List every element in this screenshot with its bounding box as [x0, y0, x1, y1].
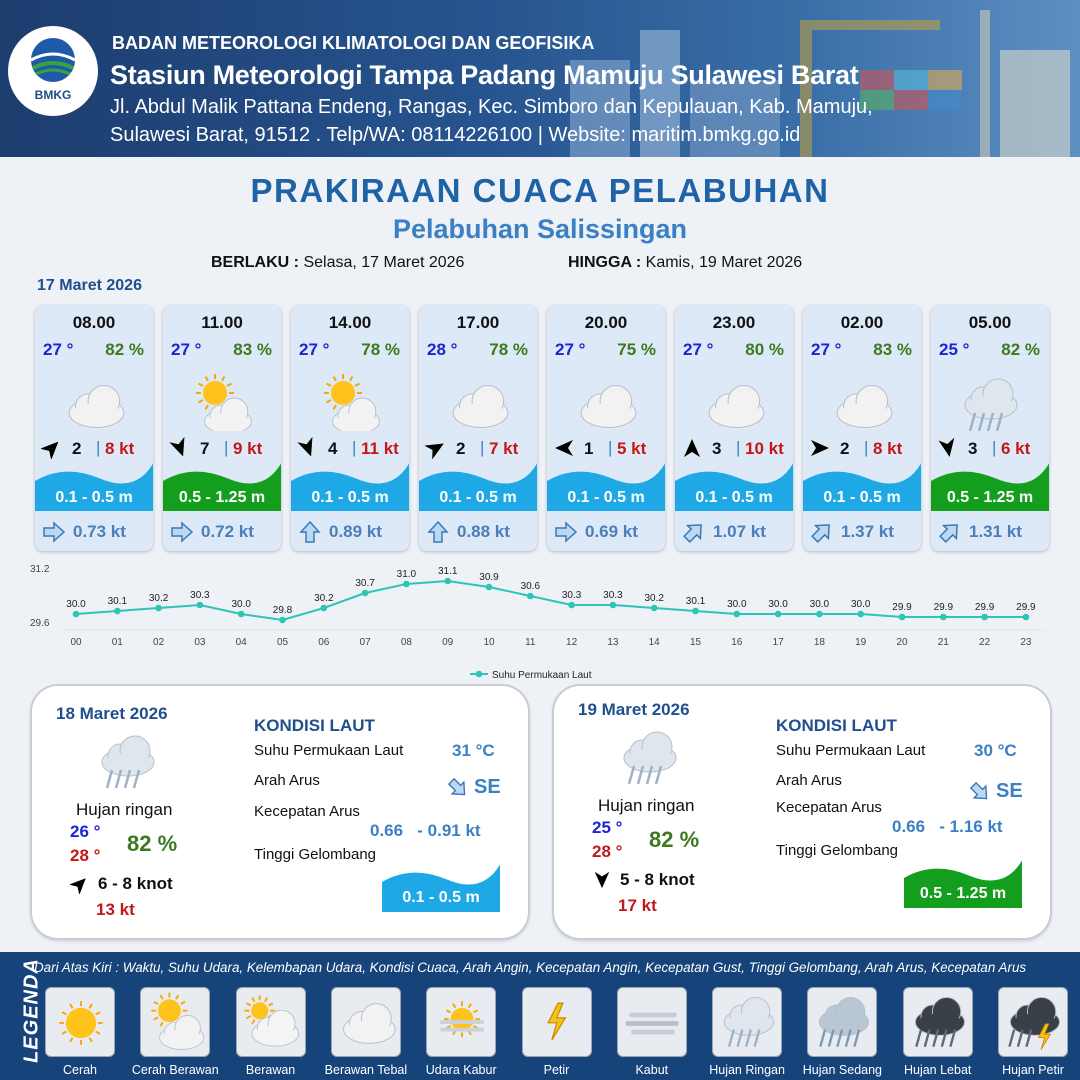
weather-icon [313, 369, 387, 431]
page-title: PRAKIRAAN CUACA PELABUHAN [250, 172, 830, 209]
air-temperature: 27 ° [299, 340, 330, 359]
legend-label: Hujan Ringan [709, 1063, 785, 1077]
sst-data-point [362, 590, 369, 597]
wind-separator: | [864, 438, 869, 457]
x-tick-label: 05 [276, 637, 289, 648]
wind-info [809, 437, 919, 459]
berawan-icon [237, 988, 307, 1058]
current-speed: 0.69 kt [585, 522, 638, 541]
current-speed: 1.31 kt [969, 522, 1022, 541]
sst-data-point [899, 614, 906, 621]
sst-data-label: 30.6 [520, 581, 541, 592]
wind-speed: 3 [712, 439, 722, 458]
gust-speed: 17 kt [618, 896, 657, 915]
x-tick-label: 09 [442, 637, 454, 648]
gust-speed: 9 kt [233, 439, 263, 458]
wind-direction-icon [681, 437, 703, 459]
current-direction-icon [425, 521, 451, 543]
sst-data-label: 29.9 [892, 602, 912, 613]
gust-speed: 8 kt [105, 439, 135, 458]
legend-item [236, 987, 306, 1077]
x-tick-label: 00 [70, 637, 82, 648]
humidity: 82 % [105, 340, 144, 359]
wave-height: 0.1 - 0.5 m [311, 489, 389, 506]
sst-data-point [940, 614, 947, 621]
wind-speed: 2 [456, 439, 466, 458]
valid-to-label: HINGGA : [568, 254, 642, 271]
hour-time: 23.00 [712, 313, 756, 332]
wind-speed: 7 [200, 439, 210, 458]
petir-icon [523, 988, 593, 1058]
legend-icon-box [617, 987, 687, 1057]
sst-data-point [444, 578, 451, 585]
temp-max: 28 ° [70, 846, 101, 865]
wave-height-label: Tinggi Gelombang [254, 846, 377, 863]
current-direction: SE [996, 780, 1023, 802]
sst-data-point [816, 611, 823, 618]
humidity: 82 % [649, 827, 700, 852]
temp-min: 25 ° [592, 818, 623, 837]
hour-card [931, 305, 1049, 551]
sst-data-point [610, 602, 617, 609]
sst-data-point [527, 593, 534, 600]
wind-separator: | [224, 438, 229, 457]
wind-info [297, 437, 407, 459]
sst-data-point [403, 581, 410, 588]
weather-icon [57, 369, 131, 431]
humidity: 83 % [233, 340, 272, 359]
wave-height: 0.1 - 0.5 m [439, 489, 517, 506]
valid-from-value: Selasa, 17 Maret 2026 [303, 254, 465, 271]
hour-time: 11.00 [201, 313, 243, 332]
weather-icon [697, 369, 771, 431]
wind-speed: 4 [328, 439, 338, 458]
temp-max: 28 ° [592, 842, 623, 861]
current-direction-icon [446, 776, 470, 800]
legend-label: Udara Kabur [425, 1063, 497, 1077]
wind-speed-range: 5 - 8 knot [620, 870, 695, 889]
sst-data-point [114, 608, 121, 615]
air-temperature: 27 ° [171, 340, 202, 359]
legend-item [903, 987, 973, 1077]
sst-data-label: 30.1 [685, 596, 706, 607]
sst-data-label: 30.0 [850, 599, 871, 610]
logo-text: BMKG [34, 88, 72, 102]
sst-data-label: 29.9 [1016, 602, 1036, 613]
wave-height: 0.1 - 0.5 m [55, 489, 133, 506]
current-direction: SE [474, 776, 501, 798]
legend-item [425, 987, 497, 1077]
weather-icon [953, 369, 1027, 431]
y-tick-label: 31.2 [30, 564, 50, 575]
humidity: 78 % [489, 340, 528, 359]
hour-card [419, 305, 537, 551]
air-temperature: 27 ° [683, 340, 714, 359]
wind-info [937, 437, 1047, 459]
current-speed-range: 0.66 - 1.16 kt [892, 817, 1003, 836]
legend-icon-box [712, 987, 782, 1057]
legend-icon-box [903, 987, 973, 1057]
legend-item [802, 987, 882, 1077]
air-temperature: 27 ° [555, 340, 586, 359]
humidity: 75 % [617, 340, 656, 359]
wave-height: 0.1 - 0.5 m [567, 489, 645, 506]
wind-direction-icon [41, 437, 63, 459]
panel-date: 18 Maret 2026 [56, 704, 168, 723]
current-direction-icon [937, 521, 963, 543]
x-tick-label: 18 [813, 637, 825, 648]
bmkg-logo [8, 26, 98, 116]
day1-date: 17 Maret 2026 [37, 277, 142, 294]
sea-condition-heading: KONDISI LAUT [776, 716, 897, 735]
sst-data-label: 30.7 [355, 578, 375, 589]
weather-icon [90, 726, 164, 800]
berawan-tebal-icon [332, 988, 402, 1058]
sst-data-label: 29.9 [974, 602, 995, 613]
current-speed: 0.88 kt [457, 522, 510, 541]
sst-data-point [981, 614, 988, 621]
current-direction-icon [297, 521, 323, 543]
legend-item [131, 987, 219, 1077]
gust-speed: 13 kt [96, 900, 135, 919]
sst-data-label: 29.8 [272, 605, 293, 616]
sst-data-label: 30.0 [768, 599, 788, 610]
x-tick-label: 10 [483, 637, 495, 648]
weather-condition: Hujan ringan [598, 796, 695, 815]
legend-icon-box [998, 987, 1068, 1057]
wind-direction-icon [553, 437, 575, 459]
sst-data-point [155, 605, 162, 612]
current-direction-icon [809, 521, 835, 543]
sst-data-label: 31.0 [396, 569, 417, 580]
wind-speed: 3 [968, 439, 978, 458]
legend-item [45, 987, 115, 1077]
valid-from [211, 254, 464, 272]
wind-direction-icon [169, 437, 191, 459]
wind-info [681, 437, 791, 459]
air-temperature: 27 ° [811, 340, 842, 359]
sst-data-label: 30.0 [727, 599, 747, 610]
header-banner [0, 0, 1080, 157]
hour-card [803, 305, 921, 551]
current-direction-icon [169, 521, 195, 543]
sst-data-point [857, 611, 864, 618]
legend-label: Berawan Tebal [324, 1063, 408, 1077]
x-tick-label: 07 [359, 637, 371, 648]
legend-icon-box [45, 987, 115, 1057]
wave-height: 0.5 - 1.25 m [178, 489, 266, 506]
weather-icon [185, 369, 259, 431]
air-temperature: 27 ° [43, 340, 74, 359]
sst-data-point [568, 602, 575, 609]
wind-info [425, 437, 535, 459]
sst-data-point [734, 611, 741, 618]
humidity: 83 % [873, 340, 912, 359]
humidity: 80 % [745, 340, 784, 359]
x-tick-label: 04 [235, 637, 247, 648]
hour-time: 02.00 [840, 313, 884, 332]
legend-label: Cerah [62, 1063, 98, 1077]
sst-data-point [651, 605, 658, 612]
wind-speed: 2 [72, 439, 82, 458]
sst-data-label: 30.3 [190, 590, 210, 601]
wind-separator: | [96, 438, 101, 457]
sst-value: 30 °C [974, 741, 1017, 760]
hujan-ringan-icon [713, 988, 783, 1058]
valid-from-label: BERLAKU : [211, 254, 299, 271]
current-speed: 0.89 kt [329, 522, 382, 541]
air-temperature: 28 ° [427, 340, 458, 359]
sst-data-point [775, 611, 782, 618]
chart-legend-label: Suhu Permukaan Laut [492, 670, 592, 681]
legend-icon-box [522, 987, 592, 1057]
sst-data-point [321, 605, 328, 612]
address-line-1: Jl. Abdul Malik Pattana Endeng, Rangas, Kec. Simboro dan Kepulauan, Kab. Mamuju, [110, 96, 873, 118]
address-line-2: Sulawesi Barat, 91512 . Telp/WA: 08114226100 | Website: maritim.bmkg.go.id [110, 124, 801, 146]
wind-speed: 2 [840, 439, 850, 458]
sst-data-label: 30.2 [644, 593, 664, 604]
wind-direction-icon [70, 874, 90, 894]
sst-data-point [279, 617, 286, 624]
hour-card [675, 305, 793, 551]
x-tick-label: 03 [194, 637, 206, 648]
sst-data-point [238, 611, 245, 618]
current-direction-label: Arah Arus [254, 772, 320, 789]
sst-data-label: 30.3 [603, 590, 623, 601]
legend-label: Petir [543, 1063, 570, 1077]
legend-label: Hujan Lebat [903, 1063, 972, 1077]
legend-icon-box [140, 987, 210, 1057]
current-direction-icon [681, 521, 707, 543]
x-tick-label: 20 [896, 637, 908, 648]
wind-separator: | [736, 438, 741, 457]
hour-time: 08.00 [72, 313, 116, 332]
legend-item [617, 987, 687, 1077]
legend-label: Kabut [635, 1063, 669, 1077]
x-tick-label: 22 [979, 637, 991, 648]
sst-data-label: 30.2 [314, 593, 334, 604]
sst-data-label: 31.1 [437, 566, 458, 577]
x-tick-label: 06 [318, 637, 330, 648]
x-tick-label: 19 [855, 637, 867, 648]
x-tick-label: 01 [111, 637, 123, 648]
wind-info [41, 437, 151, 459]
current-speed: 1.07 kt [713, 522, 766, 541]
wind-direction-icon [425, 437, 447, 459]
sst-series-line [76, 581, 1026, 620]
hujan-lebat-icon [904, 988, 974, 1058]
wind-direction-icon [297, 437, 319, 459]
daily-panel-19 [554, 686, 1050, 938]
current-direction-icon [41, 521, 67, 543]
wind-direction-icon [809, 437, 831, 459]
valid-to-value: Kamis, 19 Maret 2026 [645, 254, 803, 271]
sst-data-label: 30.2 [148, 593, 169, 604]
wind-separator: | [480, 438, 485, 457]
legend-label: Berawan [245, 1063, 296, 1077]
current-direction-icon [553, 521, 579, 543]
sst-data-point [197, 602, 204, 609]
sst-data-label: 30.3 [561, 590, 582, 601]
sst-data-point [486, 584, 493, 591]
wave-height-label: Tinggi Gelombang [776, 842, 899, 859]
wind-speed-range: 6 - 8 knot [98, 874, 173, 893]
wind-direction-icon [937, 437, 959, 459]
sst-label: Suhu Permukaan Laut [776, 742, 926, 759]
wave-height: 0.1 - 0.5 m [402, 889, 480, 906]
current-speed: 1.37 kt [841, 522, 894, 541]
current-speed: 0.73 kt [73, 522, 126, 541]
legend-icon-box [331, 987, 401, 1057]
sst-data-label: 30.0 [66, 599, 86, 610]
gust-speed: 10 kt [745, 439, 784, 458]
sst-data-label: 29.9 [933, 602, 954, 613]
daily-panel-18 [32, 686, 528, 938]
station-name: Stasiun Meteorologi Tampa Padang Mamuju Sulawesi Barat [110, 60, 859, 90]
sst-data-label: 30.0 [809, 599, 830, 610]
wave-height: 0.1 - 0.5 m [695, 489, 773, 506]
hour-time: 20.00 [584, 313, 628, 332]
sst-data-label: 30.1 [107, 596, 128, 607]
panel-date: 19 Maret 2026 [578, 700, 690, 719]
wind-separator: | [352, 438, 357, 457]
wind-direction-icon [592, 870, 612, 890]
x-tick-label: 15 [689, 637, 702, 648]
gust-speed: 6 kt [1001, 439, 1031, 458]
legend-item [522, 987, 592, 1077]
sst-label: Suhu Permukaan Laut [254, 742, 404, 759]
gust-speed: 8 kt [873, 439, 903, 458]
current-direction-icon [968, 780, 992, 804]
hour-card [547, 305, 665, 551]
x-tick-label: 17 [772, 637, 784, 648]
legend-title: LEGENDA [20, 958, 43, 1063]
wind-info [553, 437, 663, 459]
humidity: 78 % [361, 340, 400, 359]
sst-data-label: 30.9 [479, 572, 499, 583]
x-tick-label: 16 [731, 637, 743, 648]
sst-value: 31 °C [452, 741, 495, 760]
x-tick-label: 02 [153, 637, 165, 648]
wind-separator: | [992, 438, 997, 457]
wind-separator: | [608, 438, 613, 457]
legend-label: Cerah Berawan [131, 1063, 219, 1077]
legend [0, 952, 1080, 1080]
weather-icon [441, 369, 515, 431]
hour-time: 14.00 [328, 313, 372, 332]
port-name: Pelabuhan Salissingan [392, 214, 688, 244]
hujan-petir-icon [999, 988, 1069, 1058]
x-tick-label: 08 [400, 637, 412, 648]
wave-height: 0.1 - 0.5 m [823, 489, 901, 506]
legend-marker-icon [476, 671, 483, 678]
x-tick-label: 13 [607, 637, 619, 648]
sst-chart [30, 562, 1060, 684]
wave-height: 0.5 - 1.25 m [919, 885, 1007, 902]
gust-speed: 7 kt [489, 439, 519, 458]
cerah-icon [46, 988, 116, 1058]
current-speed-label: Kecepatan Arus [254, 803, 360, 820]
legend-item [998, 987, 1068, 1077]
sst-data-point [692, 608, 699, 615]
y-tick-label: 29.6 [30, 618, 50, 629]
sst-data-point [73, 611, 80, 618]
wave-height: 0.5 - 1.25 m [946, 489, 1034, 506]
legend-item [709, 987, 785, 1077]
current-speed-label: Kecepatan Arus [776, 799, 882, 816]
sea-condition-heading: KONDISI LAUT [254, 716, 375, 735]
udara-kabur-icon [427, 988, 497, 1058]
hour-time: 05.00 [968, 313, 1012, 332]
legend-icon-box [236, 987, 306, 1057]
legend-icon-box [807, 987, 877, 1057]
sst-data-label: 30.0 [231, 599, 251, 610]
temp-min: 26 ° [70, 822, 101, 841]
wind-speed: 1 [584, 439, 594, 458]
hujan-sedang-icon [808, 988, 878, 1058]
valid-to [568, 254, 802, 272]
x-tick-label: 21 [937, 637, 949, 648]
humidity: 82 % [1001, 340, 1040, 359]
x-tick-label: 11 [525, 637, 536, 648]
current-speed-range: 0.66 - 0.91 kt [370, 821, 481, 840]
bmkg-logo-icon [8, 26, 98, 86]
weather-icon [612, 722, 686, 796]
x-tick-label: 14 [648, 637, 660, 648]
legend-label: Hujan Petir [1002, 1063, 1064, 1077]
current-speed: 0.72 kt [201, 522, 254, 541]
gust-speed: 5 kt [617, 439, 647, 458]
weather-icon [825, 369, 899, 431]
wind-info [169, 437, 279, 459]
current-direction-label: Arah Arus [776, 772, 842, 789]
agency-name: BADAN METEOROLOGI KLIMATOLOGI DAN GEOFISIKA [112, 33, 595, 53]
air-temperature: 25 ° [939, 340, 970, 359]
cerah-berawan-icon [141, 988, 211, 1058]
humidity: 82 % [127, 831, 178, 856]
gust-speed: 11 kt [361, 439, 399, 458]
weather-icon [569, 369, 643, 431]
legend-item [324, 987, 408, 1077]
x-tick-label: 12 [566, 637, 578, 648]
sst-data-point [1023, 614, 1030, 621]
legend-icon-box [426, 987, 496, 1057]
hour-card [163, 305, 281, 551]
weather-condition: Hujan ringan [76, 800, 173, 819]
hour-card [291, 305, 409, 551]
kabut-icon [618, 988, 688, 1058]
legend-description: Dari Atas Kiri : Waktu, Suhu Udara, Kelembapan Udara, Kondisi Cuaca, Arah Angin, Kecepatan Angin, Kecepatan Gust, Tinggi Gelombang, Arah Arus, Kecepatan Arus [34, 960, 1027, 975]
hour-card [35, 305, 153, 551]
hour-time: 17.00 [456, 313, 500, 332]
legend-label: Hujan Sedang [802, 1063, 882, 1077]
x-tick-label: 23 [1020, 637, 1032, 648]
